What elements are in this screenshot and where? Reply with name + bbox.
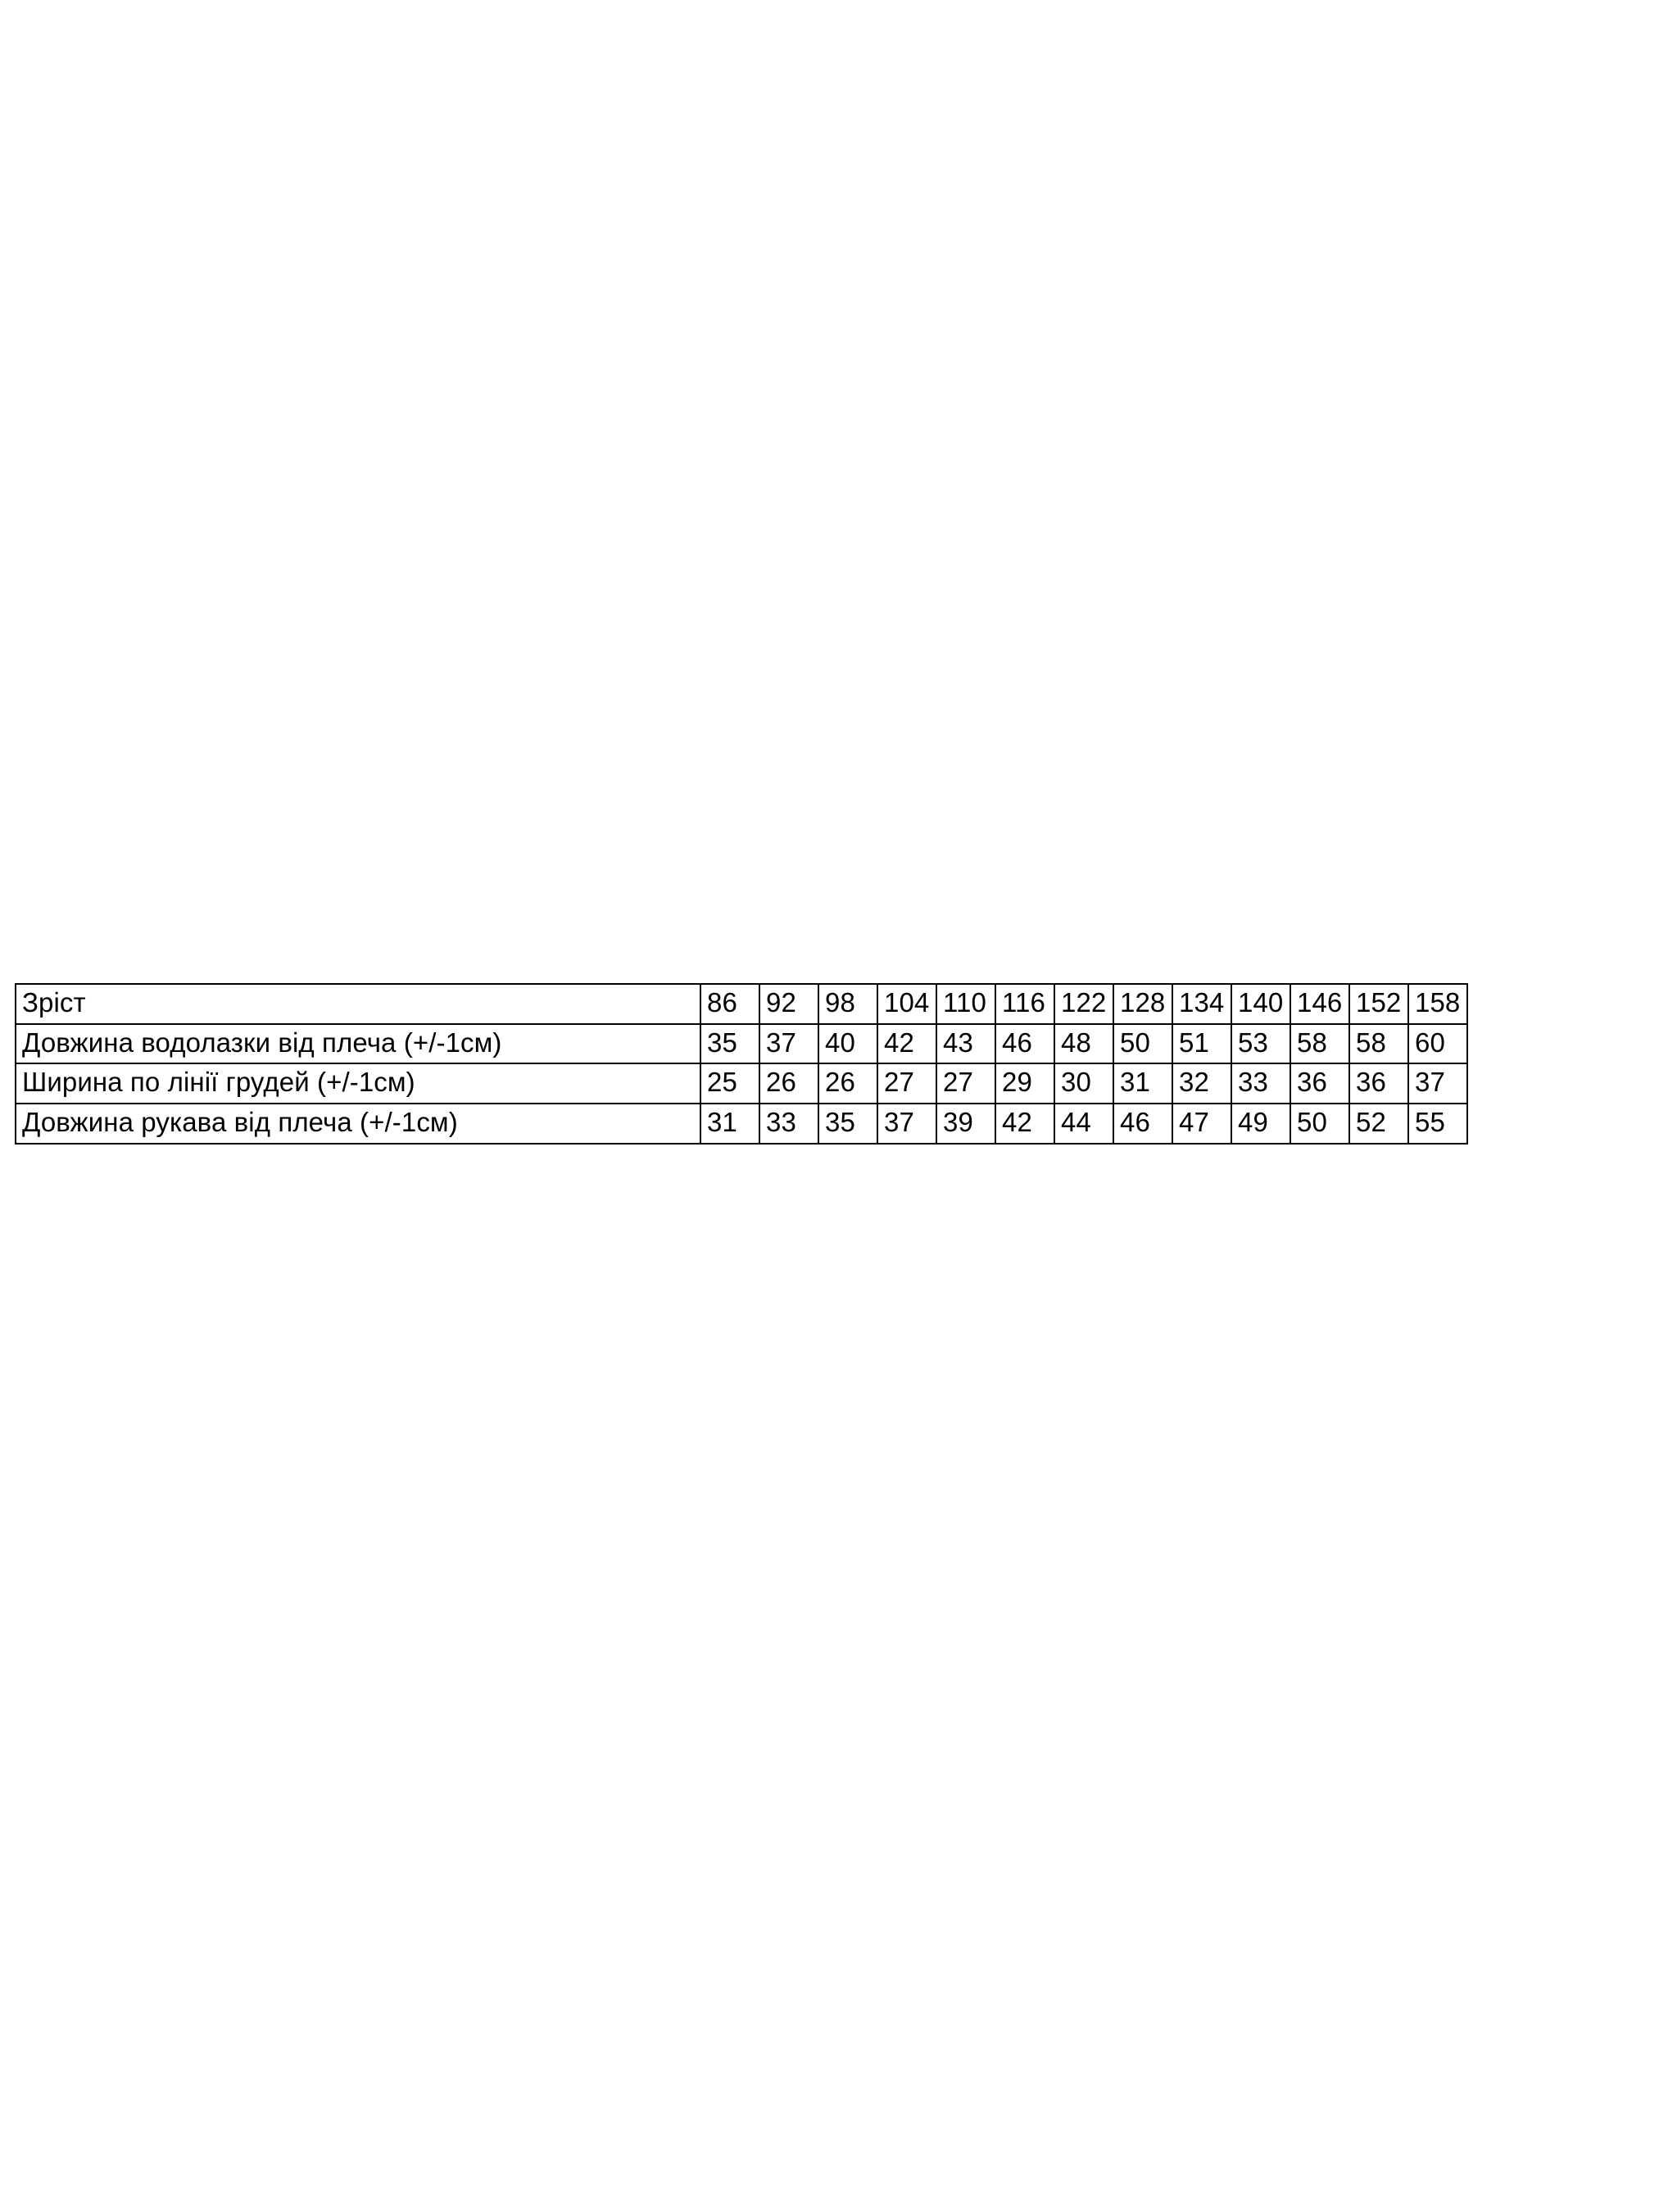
row-label: Зріст <box>16 984 700 1024</box>
row-label: Довжина водолазки від плеча (+/-1см) <box>16 1024 700 1064</box>
cell-value: 55 <box>1408 1104 1467 1144</box>
cell-value: 46 <box>995 1024 1054 1064</box>
cell-value: 36 <box>1349 1063 1408 1104</box>
cell-value: 39 <box>936 1104 995 1144</box>
cell-value: 26 <box>759 1063 818 1104</box>
cell-value: 31 <box>1113 1063 1172 1104</box>
cell-value: 98 <box>818 984 877 1024</box>
cell-value: 92 <box>759 984 818 1024</box>
cell-value: 53 <box>1231 1024 1290 1064</box>
cell-value: 35 <box>818 1104 877 1144</box>
size-chart-table <box>15 983 1468 1145</box>
table-row <box>16 1024 1467 1064</box>
cell-value: 58 <box>1290 1024 1349 1064</box>
cell-value: 52 <box>1349 1104 1408 1144</box>
cell-value: 158 <box>1408 984 1467 1024</box>
cell-value: 44 <box>1054 1104 1113 1144</box>
cell-value: 49 <box>1231 1104 1290 1144</box>
cell-value: 37 <box>877 1104 936 1144</box>
cell-value: 110 <box>936 984 995 1024</box>
cell-value: 48 <box>1054 1024 1113 1064</box>
cell-value: 128 <box>1113 984 1172 1024</box>
cell-value: 31 <box>700 1104 759 1144</box>
cell-value: 50 <box>1290 1104 1349 1144</box>
cell-value: 47 <box>1172 1104 1231 1144</box>
cell-value: 26 <box>818 1063 877 1104</box>
cell-value: 30 <box>1054 1063 1113 1104</box>
table-row <box>16 1104 1467 1144</box>
cell-value: 37 <box>1408 1063 1467 1104</box>
cell-value: 86 <box>700 984 759 1024</box>
row-label: Довжина рукава від плеча (+/-1см) <box>16 1104 700 1144</box>
cell-value: 42 <box>877 1024 936 1064</box>
cell-value: 42 <box>995 1104 1054 1144</box>
cell-value: 116 <box>995 984 1054 1024</box>
cell-value: 40 <box>818 1024 877 1064</box>
table-row <box>16 984 1467 1024</box>
cell-value: 37 <box>759 1024 818 1064</box>
size-chart-container <box>15 983 1654 1145</box>
cell-value: 33 <box>759 1104 818 1144</box>
cell-value: 25 <box>700 1063 759 1104</box>
cell-value: 27 <box>936 1063 995 1104</box>
cell-value: 51 <box>1172 1024 1231 1064</box>
cell-value: 36 <box>1290 1063 1349 1104</box>
cell-value: 27 <box>877 1063 936 1104</box>
cell-value: 43 <box>936 1024 995 1064</box>
cell-value: 50 <box>1113 1024 1172 1064</box>
cell-value: 29 <box>995 1063 1054 1104</box>
cell-value: 33 <box>1231 1063 1290 1104</box>
size-chart-body <box>16 984 1467 1144</box>
cell-value: 46 <box>1113 1104 1172 1144</box>
cell-value: 134 <box>1172 984 1231 1024</box>
cell-value: 35 <box>700 1024 759 1064</box>
cell-value: 104 <box>877 984 936 1024</box>
cell-value: 122 <box>1054 984 1113 1024</box>
cell-value: 140 <box>1231 984 1290 1024</box>
row-label: Ширина по лінії грудей (+/-1см) <box>16 1063 700 1104</box>
cell-value: 32 <box>1172 1063 1231 1104</box>
cell-value: 58 <box>1349 1024 1408 1064</box>
cell-value: 152 <box>1349 984 1408 1024</box>
cell-value: 60 <box>1408 1024 1467 1064</box>
table-row <box>16 1063 1467 1104</box>
cell-value: 146 <box>1290 984 1349 1024</box>
